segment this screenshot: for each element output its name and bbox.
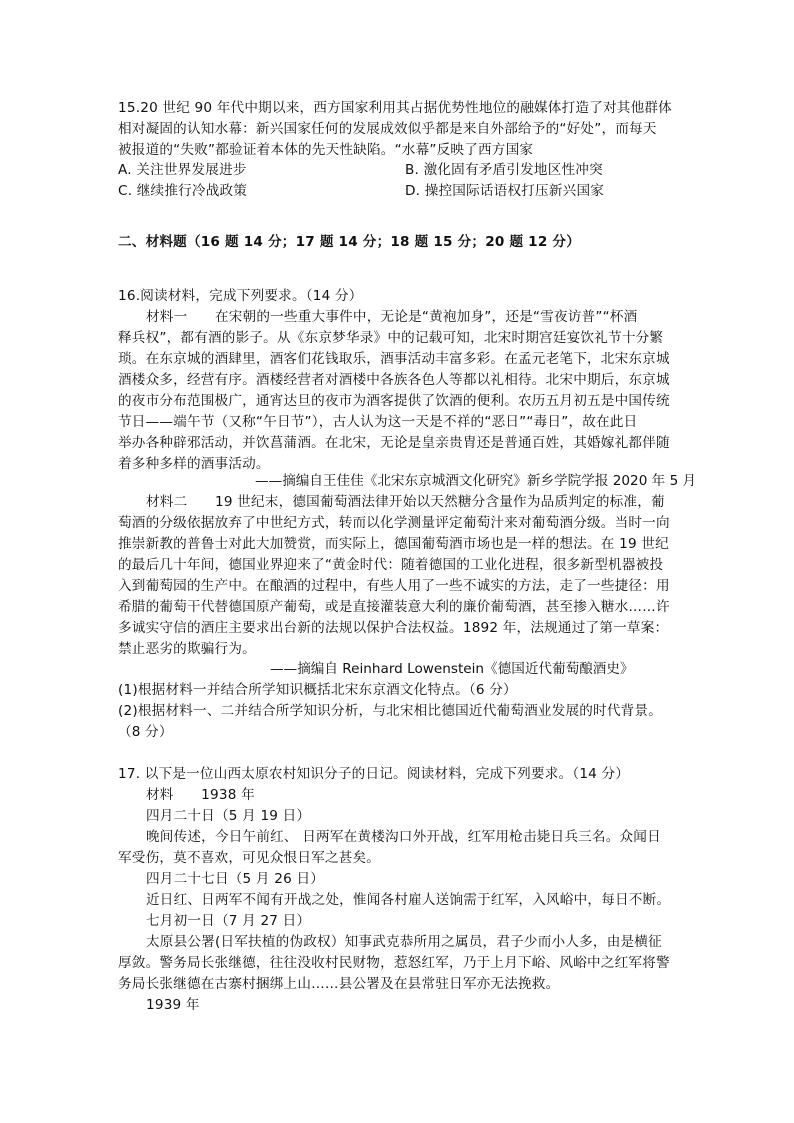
q16-material2-line: 材料二 19 世纪末，德国葡萄酒法律开始以天然糖分含量作为品质判定的标准，葡	[146, 494, 665, 510]
q15-stem-line: 相对凝固的认知水幕：新兴国家任何的发展成效似乎都是来自外部给予的“好处”，而每天	[118, 121, 657, 137]
q16-material1-line: 酒楼众多，经营有序。酒楼经营者对酒楼中各族各色人等都以礼相待。北宋中期后，东京城	[118, 372, 670, 388]
q16-material1-line: 琐。在东京城的酒肆里，酒客们花钱取乐，酒事活动丰富多彩。在孟元老笔下，北宋东京城	[118, 351, 670, 367]
q16-material1-line: 释兵权”，都有酒的影子。从《东京梦华录》中的记载可知，北宋时期宫廷宴饮礼节十分繁	[118, 330, 664, 346]
q17-diary-date: 七月初一日（7 月 27 日）	[146, 913, 311, 929]
section-title: 二、材料题（16 题 14 分；17 题 14 分；18 题 15 分；20 题 12 分）	[118, 234, 581, 250]
q17-head: 17. 以下是一位山西太原农村知识分子的日记。阅读材料，完成下列要求。（14 分）	[118, 766, 630, 782]
q15-stem-line: 被报道的“失败”都验证着本体的先天性缺陷。“水幕”反映了西方国家	[118, 142, 534, 158]
q16-material2-line: 多诚实守信的酒庄主要求出台新的法规以保护合法权益。1892 年，法规通过了第一草案：	[118, 620, 669, 636]
q16-requirement-2-points: （8 分）	[118, 724, 173, 740]
q16-material1-line: 节日——端午节（又称“午日节”），古人认为这一天是不祥的“恶日”“毒日”，故在此日	[118, 414, 638, 430]
q16-material1-source: ——摘编自王佳佳《北宋东京城酒文化研究》新乡学院学报 2020 年 5 月	[255, 473, 697, 489]
q16-material2-line: 希腊的葡萄干代替德国原产葡萄，或是直接灌装意大利的廉价葡萄酒，甚至掺入糖水……许	[118, 599, 670, 615]
q17-diary-line: 务局长张继德在古寨村捆绑上山……县公署及在县常驻日军亦无法挽救。	[118, 976, 560, 992]
q17-diary-line: 军受伤，莫不喜欢，可见众恨日军之甚矣。	[118, 850, 381, 866]
q16-requirement-1: (1)根据材料一并结合所学知识概括北宋东京酒文化特点。（6 分）	[118, 682, 517, 698]
q15-option-c: C. 继续推行冷战政策	[118, 183, 248, 199]
q17-diary-line: 太原县公署(日军扶植的伪政权）知事武克恭所用之属员，君子少而小人多，由是横征	[146, 934, 662, 950]
q16-head: 16.阅读材料，完成下列要求。（14 分）	[118, 288, 363, 304]
q16-material1-line: 材料一 在宋朝的一些重大事件中，无论是“黄袍加身”，还是“雪夜访普”“杯酒	[146, 309, 638, 325]
q16-requirement-2: (2)根据材料一、二并结合所学知识分析，与北宋相比德国近代葡萄酒业发展的时代背景。	[118, 703, 663, 719]
q16-material2-line: 禁止恶劣的欺骗行为。	[118, 641, 256, 657]
q15-option-a: A. 关注世界发展进步	[118, 162, 247, 178]
q16-material1-line: 的夜市分布范围极广，通宵达旦的夜市为酒客提供了饮酒的便利。农历五月初五是中国传统	[118, 393, 670, 409]
q16-material2-source: ——摘编自 Reinhard Lowenstein《德国近代葡萄酿酒史》	[270, 661, 634, 677]
q17-diary-year: 1939 年	[146, 997, 200, 1013]
q17-diary-line: 近日红、日两军不闻有开战之处，惟闻各村雇人送饷需于红军，入风峪中，每日不断。	[146, 892, 671, 908]
q16-material2-line: 的最后几十年间，德国业界迎来了“黄金时代：随着德国的工业化进程，很多新型机器被投	[118, 557, 664, 573]
q16-material2-line: 推崇新教的普鲁士对此大加赞赏，而实际上，德国葡萄酒市场也是一样的想法。在 19 世纪	[118, 536, 669, 552]
q17-diary-line: 厚敛。警务局长张继德，往往没收村民财物，惹怒红军，乃于上月下峪、风峪中之红军将警	[118, 955, 670, 971]
q17-diary-date: 四月二十七日（5 月 26 日）	[146, 871, 325, 887]
q17-diary-line: 材料 1938 年	[146, 787, 255, 803]
q17-diary-date: 四月二十日（5 月 19 日）	[146, 808, 311, 824]
q15-option-b: B. 激化固有矛盾引发地区性冲突	[405, 162, 603, 178]
q16-material1-line: 着多种多样的酒事活动。	[118, 456, 270, 472]
q16-material1-line: 举办各种辟邪活动，并饮菖蒲酒。在北宋，无论是皇亲贵胄还是普通百姓，其婚嫁礼都伴随	[118, 435, 670, 451]
q16-material2-line: 入到葡萄园的生产中。在酿酒的过程中，有些人用了一些不诚实的方法，走了一些捷径：用	[118, 578, 670, 594]
q15-option-d: D. 操控国际话语权打压新兴国家	[405, 183, 605, 199]
q17-diary-line: 晚间传述，今日午前红、 日两军在黄楼沟口外开战，红军用枪击毙日兵三名。众闻日	[146, 829, 661, 845]
q15-stem-line: 15.20 世纪 90 年代中期以来，西方国家利用其占据优势性地位的融媒体打造了对其他群体	[118, 100, 672, 116]
q16-material2-line: 萄酒的分级依据放弃了中世纪方式，转而以化学测量评定葡萄汁来对葡萄酒分级。当时一向	[118, 515, 670, 531]
